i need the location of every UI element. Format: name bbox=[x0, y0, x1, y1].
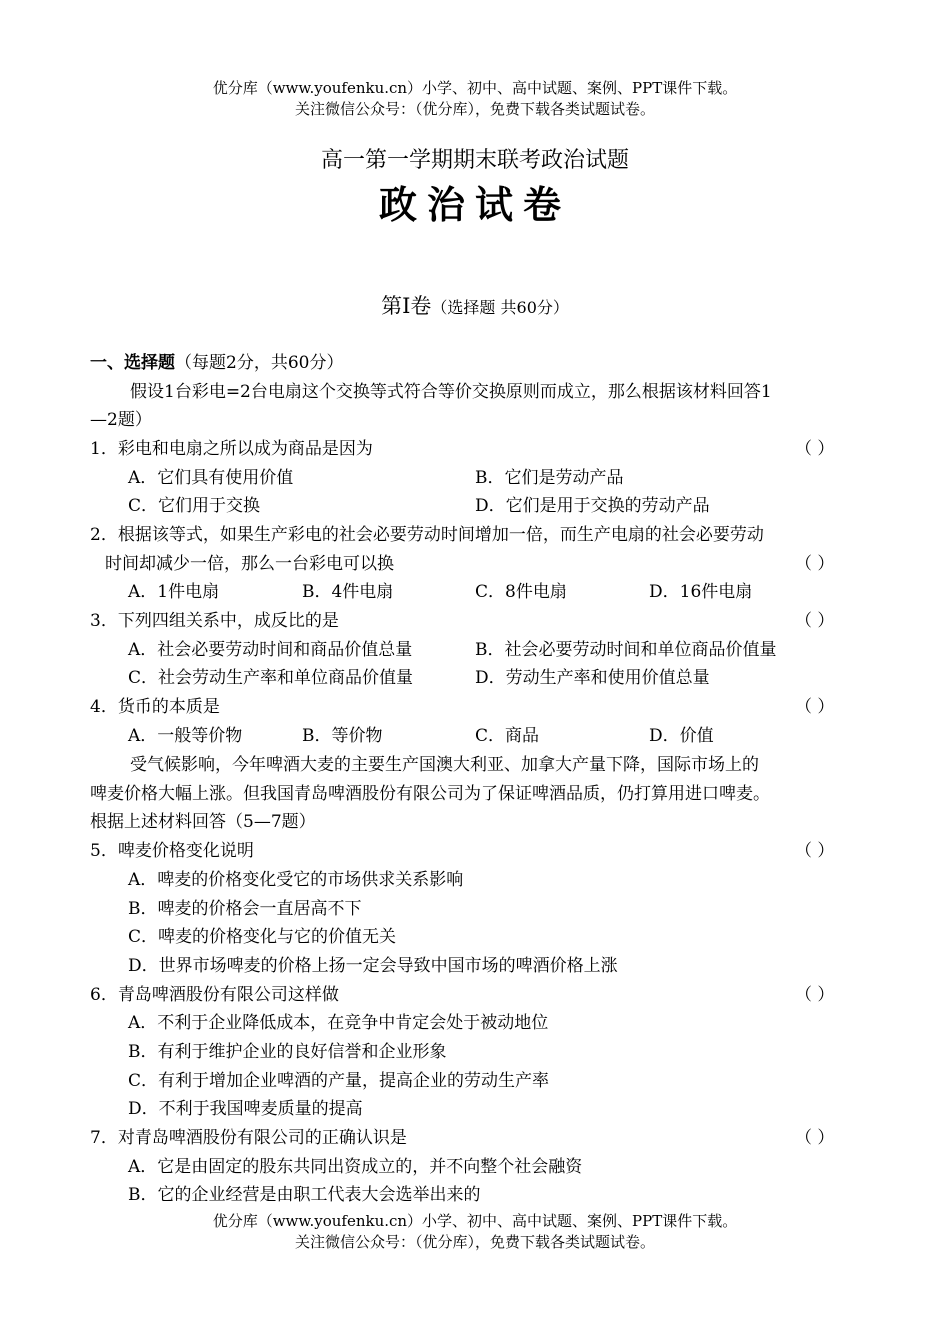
q3-option-c: C．社会劳动生产率和单位商品价值量 bbox=[128, 668, 414, 688]
q5-option-a: A．啤麦的价格变化受它的市场供求关系影响 bbox=[128, 870, 464, 890]
q4-option-b: B．等价物 bbox=[302, 726, 383, 746]
q4-stem: 4．货币的本质是 bbox=[90, 697, 220, 717]
section-heading bbox=[90, 352, 343, 374]
material-1-line-1: 假设1台彩电=2台电扇这个交换等式符合等价交换原则而成立，那么根据该材料回答1 bbox=[130, 382, 772, 402]
volume-heading bbox=[0, 292, 950, 322]
q2-stem-line-2: 时间却减少一倍，那么一台彩电可以换 bbox=[105, 554, 394, 574]
q1-option-c: C．它们用于交换 bbox=[128, 496, 261, 516]
q2-answer-blank: （ ） bbox=[795, 554, 835, 574]
q6-answer-blank: （ ） bbox=[795, 985, 835, 1005]
q2-option-b: B．4件电扇 bbox=[302, 582, 394, 602]
q3-answer-blank: （ ） bbox=[795, 611, 835, 631]
q7-answer-blank: （ ） bbox=[795, 1128, 835, 1148]
q2-option-c: C．8件电扇 bbox=[475, 582, 567, 602]
section-label: 一、选择题 bbox=[90, 353, 175, 373]
q4-answer-blank: （ ） bbox=[795, 697, 835, 717]
q7-stem: 7．对青岛啤酒股份有限公司的正确认识是 bbox=[90, 1128, 407, 1148]
header-line-2: 关注微信公众号：（优分库），免费下载各类试题试卷。 bbox=[294, 100, 655, 118]
exam-subtitle: 高一第一学期期末联考政治试题 bbox=[320, 148, 629, 173]
q3-option-a: A．社会必要劳动时间和商品价值总量 bbox=[128, 640, 413, 660]
q4-option-d: D．价值 bbox=[649, 726, 714, 746]
q6-option-d: D．不利于我国啤麦质量的提高 bbox=[128, 1099, 363, 1119]
q6-option-c: C．有利于增加企业啤酒的产量，提高企业的劳动生产率 bbox=[128, 1071, 550, 1091]
q7-option-a: A．它是由固定的股东共同出资成立的，并不向整个社会融资 bbox=[128, 1157, 583, 1177]
q5-option-d: D．世界市场啤麦的价格上扬一定会导致中国市场的啤酒价格上涨 bbox=[128, 956, 618, 976]
material-2-line-3: 根据上述材料回答（5—7题） bbox=[90, 812, 316, 832]
q2-option-a: A．1件电扇 bbox=[128, 582, 220, 602]
q2-option-d: D．16件电扇 bbox=[649, 582, 753, 602]
q5-option-c: C．啤麦的价格变化与它的价值无关 bbox=[128, 927, 397, 947]
q3-stem: 3．下列四组关系中，成反比的是 bbox=[90, 611, 339, 631]
q5-answer-blank: （ ） bbox=[795, 841, 835, 861]
q3-option-b: B．社会必要劳动时间和单位商品价值量 bbox=[475, 640, 777, 660]
q3-option-d: D．劳动生产率和使用价值总量 bbox=[475, 668, 710, 688]
footer-line-2: 关注微信公众号：（优分库），免费下载各类试题试卷。 bbox=[294, 1233, 655, 1251]
q1-answer-blank: （ ） bbox=[795, 439, 835, 459]
q1-option-b: B．它们是劳动产品 bbox=[475, 468, 624, 488]
q4-option-c: C．商品 bbox=[475, 726, 540, 746]
q1-option-d: D．它们是用于交换的劳动产品 bbox=[475, 496, 710, 516]
section-note: （每题2分，共60分） bbox=[175, 353, 344, 373]
q5-stem: 5．啤麦价格变化说明 bbox=[90, 841, 254, 861]
material-2-line-2: 啤麦价格大幅上涨。但我国青岛啤酒股份有限公司为了保证啤酒品质，仍打算用进口啤麦。 bbox=[90, 784, 770, 804]
exam-title: 政治试卷 bbox=[378, 182, 571, 227]
q1-option-a: A．它们具有使用价值 bbox=[128, 468, 294, 488]
volume-note: （选择题 共60分） bbox=[431, 298, 569, 317]
q6-option-b: B．有利于维护企业的良好信誉和企业形象 bbox=[128, 1042, 447, 1062]
footer-line-1: 优分库（www.youfenku.cn）小学、初中、高中试题、案例、PPT课件下载。 bbox=[212, 1212, 738, 1230]
q6-stem: 6．青岛啤酒股份有限公司这样做 bbox=[90, 985, 339, 1005]
q4-option-a: A．一般等价物 bbox=[128, 726, 243, 746]
q7-option-b: B．它的企业经营是由职工代表大会选举出来的 bbox=[128, 1185, 481, 1205]
header-line-1: 优分库（www.youfenku.cn）小学、初中、高中试题、案例、PPT课件下载。 bbox=[212, 79, 738, 97]
q5-option-b: B．啤麦的价格会一直居高不下 bbox=[128, 899, 362, 919]
q6-option-a: A．不利于企业降低成本，在竞争中肯定会处于被动地位 bbox=[128, 1013, 549, 1033]
material-1-line-2: —2题） bbox=[90, 410, 152, 430]
material-2-line-1: 受气候影响，今年啤酒大麦的主要生产国澳大利亚、加拿大产量下降，国际市场上的 bbox=[130, 755, 759, 775]
q1-stem: 1．彩电和电扇之所以成为商品是因为 bbox=[90, 439, 373, 459]
volume-label: 第Ⅰ卷 bbox=[381, 294, 432, 318]
q2-stem-line-1: 2．根据该等式，如果生产彩电的社会必要劳动时间增加一倍，而生产电扇的社会必要劳动 bbox=[90, 525, 764, 545]
